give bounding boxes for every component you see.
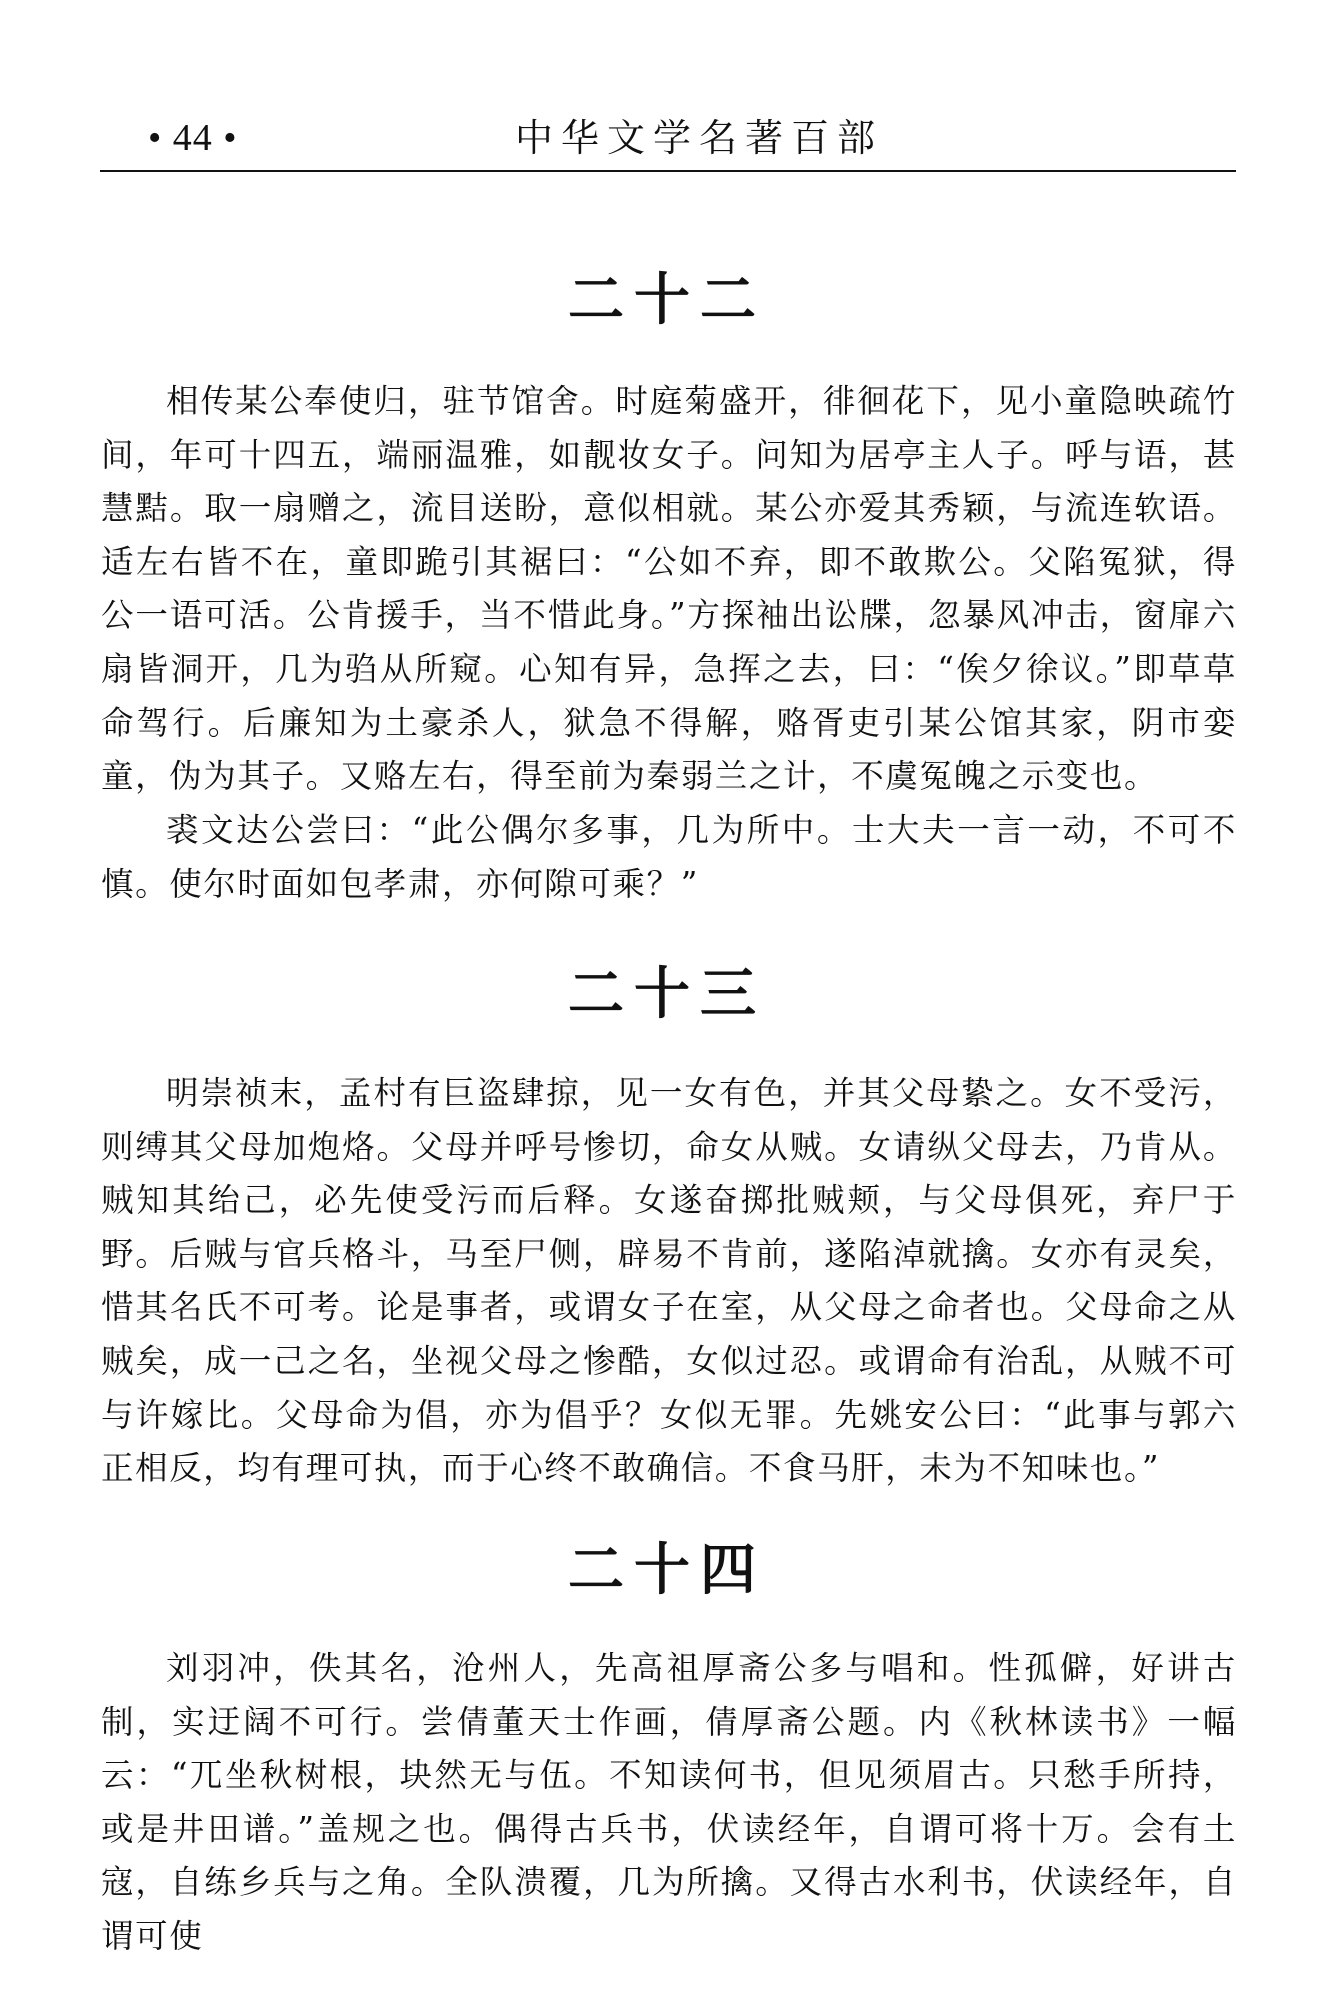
book-title: 中华文学名著百部	[515, 116, 884, 160]
header-rule	[100, 170, 1236, 172]
chapter-title-23: 二十三	[568, 962, 766, 1027]
paragraph-23-1: 明崇祯末，孟村有巨盗肆掠，见一女有色，并其父母絷之。女不受污，则缚其父母加炮烙。父母并呼号惨切，命女从贼。女请纵父母去，乃肯从。贼知其绐己，必先使受污而后释。女遂奋掷批贼颊，与父母俱死，弃尸于野。后贼与官兵格斗，马至尸侧，辟易不肯前，遂陷淖就擒。女亦有灵矣，惜其名氏不可考。论是事者，或谓女子在室，从父母之命者也。父母命之从贼矣，成一己之名，坐视父母之惨酷，女似过忍。或谓命有治乱，从贼不可与许嫁比。父母命为倡，亦为倡乎？女似无罪。先姚安公曰：“此事与郭六正相反，均有理可执，而于心终不敢确信。不食马肝，未为不知味也。”	[101, 1074, 1237, 1488]
page-number: • 44 •	[148, 117, 238, 159]
running-header	[100, 108, 1236, 168]
paragraph-24-1: 刘羽冲，佚其名，沧州人，先高祖厚斋公多与唱和。性孤僻，好讲古制，实迂阔不可行。尝倩董天士作画，倩厚斋公题。内《秋林读书》一幅云：“兀坐秋树根，块然无与伍。不知读何书，但见须眉古。只愁手所持，或是井田谱。”盖规之也。偶得古兵书，伏读经年，自谓可将十万。会有土寇，自练乡兵与之角。全队溃覆，几为所擒。又得古水利书，伏读经年，自谓可使	[101, 1649, 1237, 1955]
paragraph-22-2: 裘文达公尝曰：“此公偶尔多事，几为所中。士大夫一言一动，不可不慎。使尔时面如包孝肃，亦何隙可乘？”	[101, 811, 1237, 903]
chapter-title-22: 二十二	[568, 268, 766, 333]
paragraph-22-1: 相传某公奉使归，驻节馆舍。时庭菊盛开，徘徊花下，见小童隐映疏竹间，年可十四五，端丽温雅，如靓妆女子。问知为居亭主人子。呼与语，甚慧黠。取一扇赠之，流目送盼，意似相就。某公亦爱其秀颖，与流连软语。适左右皆不在，童即跪引其裾曰：“公如不弃，即不敢欺公。父陷冤狱，得公一语可活。公肯援手，当不惜此身。”方探袖出讼牒，忽暴风冲击，窗扉六扇皆洞开，几为驺从所窥。心知有异，急挥之去，曰：“俟夕徐议。”即草草命驾行。后廉知为土豪杀人，狱急不得解，赂胥吏引某公馆其家，阴市娈童，伪为其子。又赂左右，得至前为秦弱兰之计，不虞冤魄之示变也。	[101, 382, 1237, 796]
chapter-title-24: 二十四	[568, 1538, 766, 1603]
